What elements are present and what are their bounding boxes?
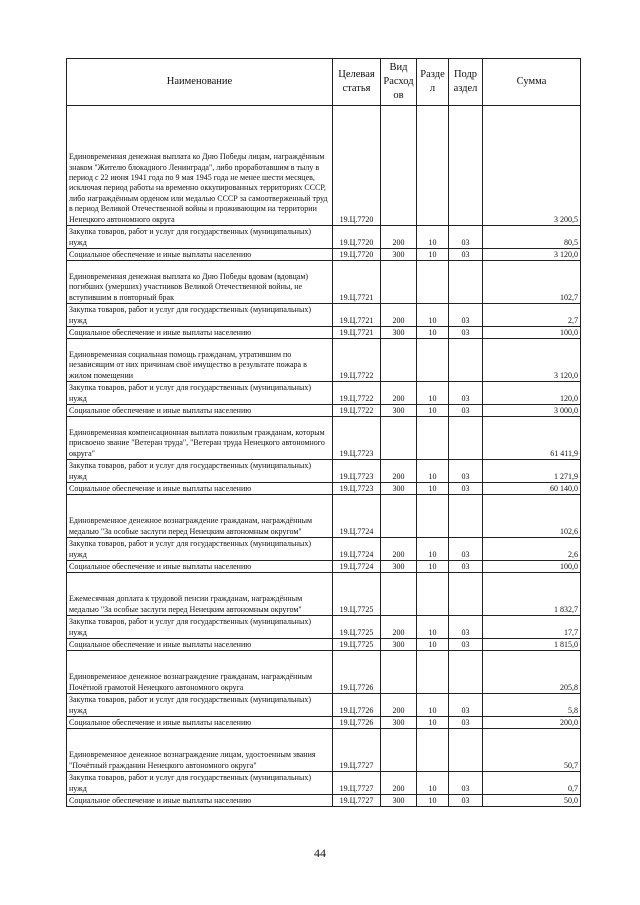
table-row xyxy=(67,382,581,405)
table-row xyxy=(67,561,581,573)
row-target-code: 19.Ц.7726 xyxy=(333,651,381,694)
row-subsection-code: 03 xyxy=(449,405,483,417)
table-row xyxy=(67,417,581,460)
row-amount: 61 411,9 xyxy=(483,417,581,460)
row-amount: 2,6 xyxy=(483,538,581,561)
row-section-code xyxy=(417,651,449,694)
row-expense-code: 200 xyxy=(381,460,417,483)
header-row xyxy=(67,59,581,106)
row-target-code: 19.Ц.7722 xyxy=(333,339,381,382)
table-row xyxy=(67,261,581,304)
row-section-code: 10 xyxy=(417,382,449,405)
table-body xyxy=(67,106,581,807)
row-name: Закупка товаров, работ и услуг для государственных (муниципальных) нужд xyxy=(67,304,333,327)
row-expense-code: 300 xyxy=(381,717,417,729)
row-amount: 3 200,5 xyxy=(483,106,581,226)
row-expense-code: 300 xyxy=(381,405,417,417)
row-name: Единовременная социальная помощь гражданам, утратившим по независящим от них причинам своё имущество в результате пожара в жилом помещении xyxy=(67,339,333,382)
row-subsection-code: 03 xyxy=(449,772,483,795)
row-name: Социальное обеспечение и иные выплаты населению xyxy=(67,639,333,651)
row-expense-code: 300 xyxy=(381,483,417,495)
row-expense-code xyxy=(381,573,417,616)
row-expense-code: 300 xyxy=(381,327,417,339)
row-amount: 60 140,0 xyxy=(483,483,581,495)
table-row xyxy=(67,339,581,382)
row-target-code: 19.Ц.7721 xyxy=(333,327,381,339)
row-amount: 205,8 xyxy=(483,651,581,694)
row-target-code: 19.Ц.7720 xyxy=(333,226,381,249)
row-name: Социальное обеспечение и иные выплаты населению xyxy=(67,561,333,573)
table-row xyxy=(67,616,581,639)
row-amount: 3 120,0 xyxy=(483,249,581,261)
header-name: Наименование xyxy=(67,59,333,106)
row-amount: 5,8 xyxy=(483,694,581,717)
row-expense-code: 200 xyxy=(381,616,417,639)
row-name: Закупка товаров, работ и услуг для государственных (муниципальных) нужд xyxy=(67,772,333,795)
row-section-code: 10 xyxy=(417,249,449,261)
row-expense-code: 300 xyxy=(381,249,417,261)
row-name: Закупка товаров, работ и услуг для государственных (муниципальных) нужд xyxy=(67,616,333,639)
row-target-code: 19.Ц.7723 xyxy=(333,460,381,483)
row-section-code xyxy=(417,495,449,538)
row-section-code: 10 xyxy=(417,483,449,495)
row-amount: 17,7 xyxy=(483,616,581,639)
row-amount: 120,0 xyxy=(483,382,581,405)
row-subsection-code: 03 xyxy=(449,304,483,327)
row-expense-code: 200 xyxy=(381,226,417,249)
row-name: Единовременная денежная выплата ко Дню Победы вдовам (вдовцам) погибших (умерших) участников Великой Отечественной войны, не вступившим в повторный брак xyxy=(67,261,333,304)
row-expense-code xyxy=(381,417,417,460)
table-row xyxy=(67,651,581,694)
table-row xyxy=(67,327,581,339)
row-subsection-code: 03 xyxy=(449,616,483,639)
row-subsection-code xyxy=(449,729,483,772)
row-section-code: 10 xyxy=(417,405,449,417)
row-subsection-code xyxy=(449,417,483,460)
table-row xyxy=(67,483,581,495)
row-name: Социальное обеспечение и иные выплаты населению xyxy=(67,717,333,729)
table-row xyxy=(67,460,581,483)
row-amount: 3 000,0 xyxy=(483,405,581,417)
row-target-code: 19.Ц.7724 xyxy=(333,538,381,561)
row-expense-code xyxy=(381,339,417,382)
row-section-code xyxy=(417,261,449,304)
row-target-code: 19.Ц.7720 xyxy=(333,249,381,261)
row-expense-code: 200 xyxy=(381,694,417,717)
row-target-code: 19.Ц.7724 xyxy=(333,561,381,573)
row-target-code: 19.Ц.7727 xyxy=(333,729,381,772)
row-subsection-code xyxy=(449,495,483,538)
row-amount: 80,5 xyxy=(483,226,581,249)
row-section-code: 10 xyxy=(417,460,449,483)
row-subsection-code: 03 xyxy=(449,483,483,495)
row-section-code: 10 xyxy=(417,561,449,573)
header-expense: Вид Расход ов xyxy=(381,59,417,106)
row-expense-code: 300 xyxy=(381,639,417,651)
row-section-code: 10 xyxy=(417,538,449,561)
row-section-code: 10 xyxy=(417,639,449,651)
row-target-code: 19.Ц.7722 xyxy=(333,405,381,417)
table-row xyxy=(67,729,581,772)
table-row xyxy=(67,694,581,717)
row-target-code: 19.Ц.7727 xyxy=(333,795,381,807)
row-subsection-code xyxy=(449,651,483,694)
row-target-code: 19.Ц.7720 xyxy=(333,106,381,226)
row-target-code: 19.Ц.7727 xyxy=(333,772,381,795)
table-row xyxy=(67,405,581,417)
row-subsection-code: 03 xyxy=(449,382,483,405)
row-subsection-code: 03 xyxy=(449,639,483,651)
row-section-code xyxy=(417,573,449,616)
table-row xyxy=(67,538,581,561)
row-section-code: 10 xyxy=(417,226,449,249)
row-amount: 3 120,0 xyxy=(483,339,581,382)
row-target-code: 19.Ц.7721 xyxy=(333,304,381,327)
row-name: Ежемесячная доплата к трудовой пенсии гражданам, награждённым медалью "За особые заслуги перед Ненецким автономным округом" xyxy=(67,573,333,616)
table-row xyxy=(67,639,581,651)
row-name: Единовременное денежное вознаграждение лицам, удостоенным звания "Почётный гражданин Ненецкого автономного округа" xyxy=(67,729,333,772)
row-amount: 1 271,9 xyxy=(483,460,581,483)
row-section-code xyxy=(417,106,449,226)
row-name: Закупка товаров, работ и услуг для государственных (муниципальных) нужд xyxy=(67,694,333,717)
row-name: Единовременное денежное вознаграждение гражданам, награждённым Почётной грамотой Ненецкого автономного округа xyxy=(67,651,333,694)
row-name: Социальное обеспечение и иные выплаты населению xyxy=(67,249,333,261)
row-name: Единовременное денежное вознаграждение гражданам, награждённым медалью "За особые заслуги перед Ненецким автономным округом" xyxy=(67,495,333,538)
row-expense-code: 200 xyxy=(381,538,417,561)
row-name: Социальное обеспечение и иные выплаты населению xyxy=(67,795,333,807)
row-name: Социальное обеспечение и иные выплаты населению xyxy=(67,405,333,417)
row-name: Социальное обеспечение и иные выплаты населению xyxy=(67,327,333,339)
row-amount: 0,7 xyxy=(483,772,581,795)
row-amount: 50,7 xyxy=(483,729,581,772)
row-expense-code xyxy=(381,495,417,538)
row-expense-code: 300 xyxy=(381,795,417,807)
header-amount: Сумма xyxy=(483,59,581,106)
row-name: Единовременная денежная выплата ко Дню Победы лицам, награждённым знаком "Жителю блокадного Ленинграда", либо проработавшим в тылу в период с 22 июня 1941 года по 9 мая 1945 года не менее шести месяцев, исключая период работы на временно оккупированных территориях СССР, либо награждённым орденом или медалью СССР за самоотверженный труд в период Великой Отечественной войны и проживающим на территории Ненецкого автономного округа xyxy=(67,106,333,226)
header-section: Разде л xyxy=(417,59,449,106)
row-section-code: 10 xyxy=(417,795,449,807)
row-target-code: 19.Ц.7721 xyxy=(333,261,381,304)
row-target-code: 19.Ц.7726 xyxy=(333,717,381,729)
row-name: Закупка товаров, работ и услуг для государственных (муниципальных) нужд xyxy=(67,226,333,249)
row-section-code: 10 xyxy=(417,304,449,327)
row-section-code: 10 xyxy=(417,772,449,795)
page-number: 44 xyxy=(314,846,326,860)
row-subsection-code: 03 xyxy=(449,538,483,561)
row-name: Закупка товаров, работ и услуг для государственных (муниципальных) нужд xyxy=(67,460,333,483)
row-section-code xyxy=(417,729,449,772)
row-subsection-code xyxy=(449,106,483,226)
header-subsection: Подр аздел xyxy=(449,59,483,106)
row-expense-code: 300 xyxy=(381,561,417,573)
row-subsection-code xyxy=(449,339,483,382)
row-subsection-code: 03 xyxy=(449,717,483,729)
row-name: Закупка товаров, работ и услуг для государственных (муниципальных) нужд xyxy=(67,538,333,561)
row-amount: 102,6 xyxy=(483,495,581,538)
row-subsection-code: 03 xyxy=(449,694,483,717)
row-expense-code xyxy=(381,106,417,226)
table-row xyxy=(67,106,581,226)
row-section-code: 10 xyxy=(417,616,449,639)
row-amount: 1 832,7 xyxy=(483,573,581,616)
table-row xyxy=(67,772,581,795)
table-row xyxy=(67,304,581,327)
table-row xyxy=(67,795,581,807)
row-subsection-code xyxy=(449,261,483,304)
row-amount: 100,0 xyxy=(483,327,581,339)
table-row xyxy=(67,717,581,729)
header-target: Целевая статья xyxy=(333,59,381,106)
row-subsection-code: 03 xyxy=(449,561,483,573)
row-amount: 200,0 xyxy=(483,717,581,729)
row-target-code: 19.Ц.7722 xyxy=(333,382,381,405)
row-expense-code: 200 xyxy=(381,772,417,795)
row-target-code: 19.Ц.7725 xyxy=(333,573,381,616)
row-subsection-code xyxy=(449,573,483,616)
row-expense-code xyxy=(381,261,417,304)
row-amount: 102,7 xyxy=(483,261,581,304)
table-row xyxy=(67,573,581,616)
table-row xyxy=(67,249,581,261)
row-target-code: 19.Ц.7725 xyxy=(333,639,381,651)
row-section-code: 10 xyxy=(417,694,449,717)
row-section-code: 10 xyxy=(417,327,449,339)
row-name: Единовременная компенсационная выплата пожилым гражданам, которым присвоено звание "Ветеран труда", "Ветеран труда Ненецкого автономного округа" xyxy=(67,417,333,460)
row-target-code: 19.Ц.7723 xyxy=(333,417,381,460)
row-target-code: 19.Ц.7724 xyxy=(333,495,381,538)
row-section-code: 10 xyxy=(417,717,449,729)
row-section-code xyxy=(417,417,449,460)
row-subsection-code: 03 xyxy=(449,249,483,261)
row-target-code: 19.Ц.7725 xyxy=(333,616,381,639)
row-name: Социальное обеспечение и иные выплаты населению xyxy=(67,483,333,495)
row-section-code xyxy=(417,339,449,382)
row-amount: 1 815,0 xyxy=(483,639,581,651)
row-subsection-code: 03 xyxy=(449,460,483,483)
row-amount: 50,0 xyxy=(483,795,581,807)
row-expense-code: 200 xyxy=(381,382,417,405)
row-subsection-code: 03 xyxy=(449,795,483,807)
budget-table xyxy=(66,58,581,807)
table-row xyxy=(67,226,581,249)
row-expense-code xyxy=(381,651,417,694)
row-subsection-code: 03 xyxy=(449,327,483,339)
table-row xyxy=(67,495,581,538)
row-name: Закупка товаров, работ и услуг для государственных (муниципальных) нужд xyxy=(67,382,333,405)
row-target-code: 19.Ц.7723 xyxy=(333,483,381,495)
row-amount: 100,0 xyxy=(483,561,581,573)
row-expense-code xyxy=(381,729,417,772)
row-amount: 2,7 xyxy=(483,304,581,327)
row-expense-code: 200 xyxy=(381,304,417,327)
row-target-code: 19.Ц.7726 xyxy=(333,694,381,717)
row-subsection-code: 03 xyxy=(449,226,483,249)
